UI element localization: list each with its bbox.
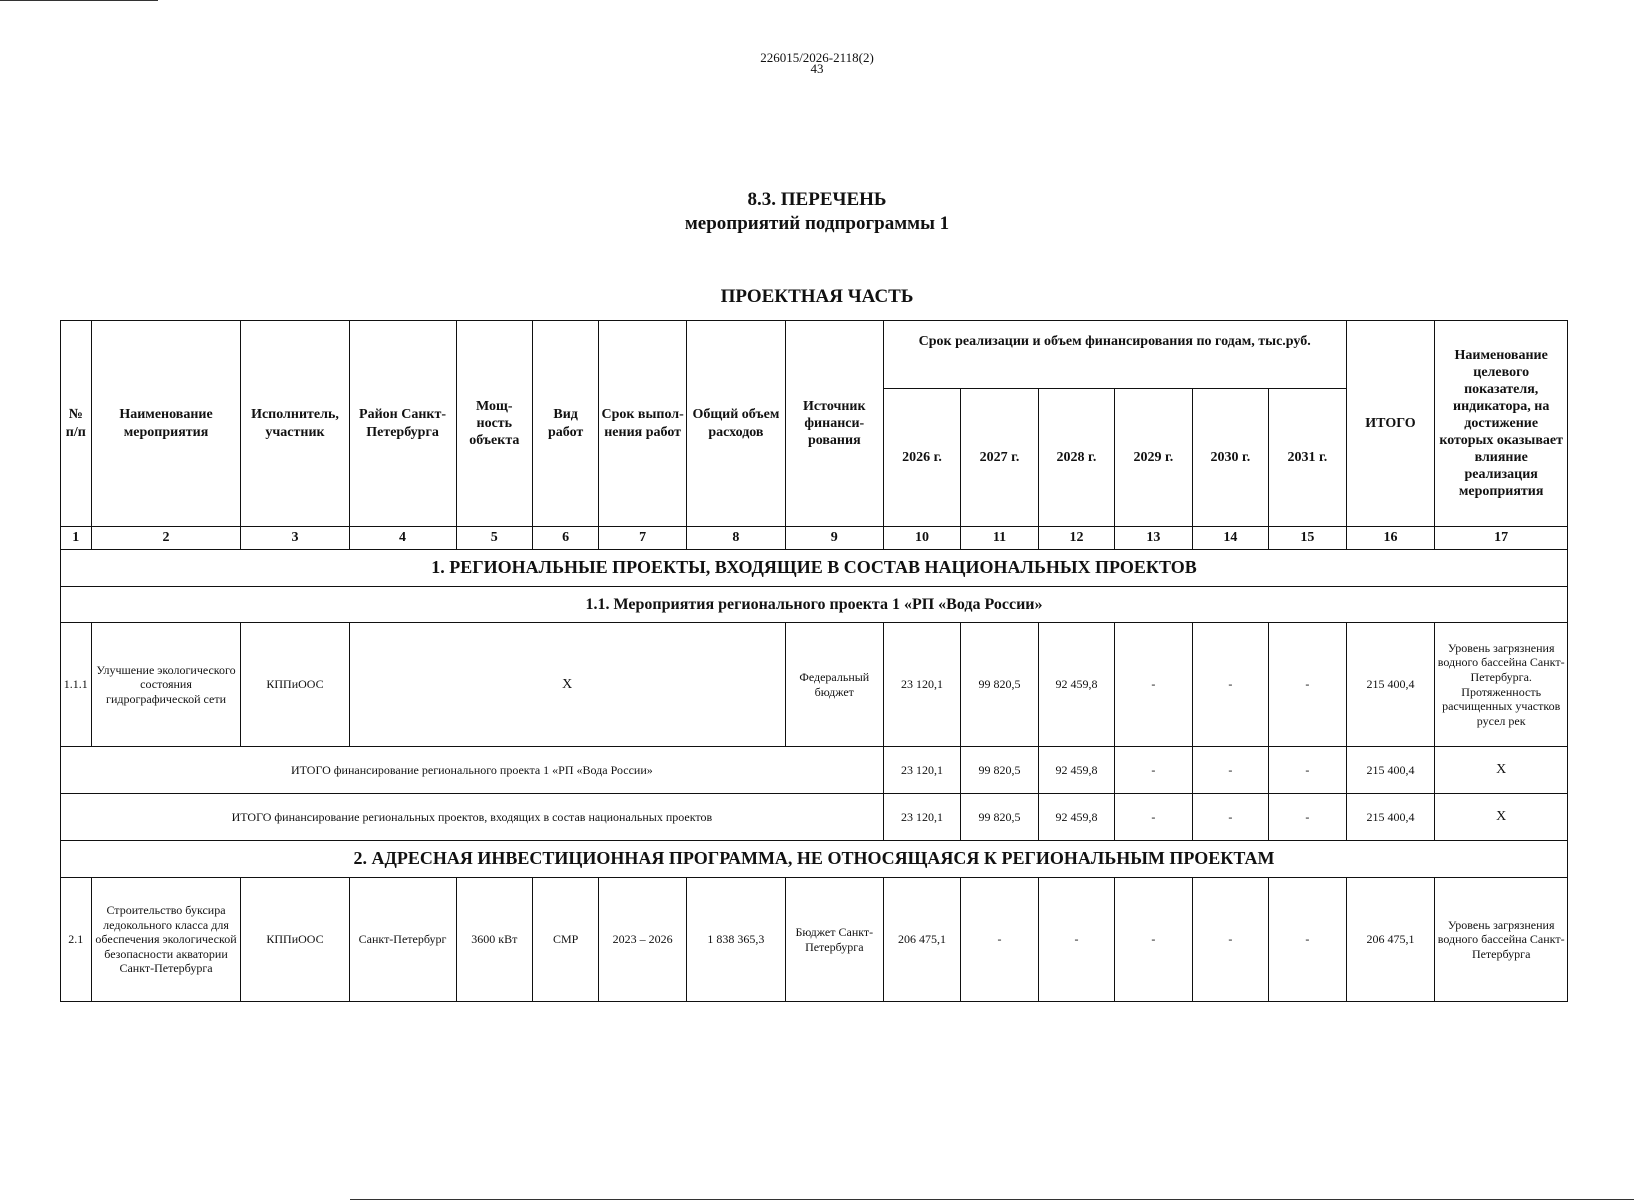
column-number: 12 [1038,527,1114,550]
total-national-2029: - [1115,794,1192,841]
title-line-2: мероприятий подпрограммы 1 [684,213,950,234]
row-indicator: Уровень загрязнения водного бассейна Санкт-Петербурга. Протяженность расчищенных участков русел рек [1435,623,1568,747]
total-project-indicator: Х [1435,747,1568,794]
column-number: 15 [1269,527,1347,550]
row-year-2028: 92 459,8 [1038,623,1114,747]
row-year-2026: 206 475,1 [883,878,960,1002]
header-year-2029: 2029 г. [1115,389,1192,527]
total-row-project [61,747,1568,794]
section-caption: ПРОЕКТНАЯ ЧАСТЬ [720,286,914,307]
total-national-indicator: Х [1435,794,1568,841]
header-num: № п/п [61,321,92,527]
column-number: 10 [883,527,960,550]
header-term: Срок выпол-нения работ [599,321,687,527]
row-executor: КППиООС [241,878,349,1002]
section-1-title: 1. РЕГИОНАЛЬНЫЕ ПРОЕКТЫ, ВХОДЯЩИЕ В СОСТАВ НАЦИОНАЛЬНЫХ ПРОЕКТОВ [61,550,1568,587]
header-year-2027: 2027 г. [961,389,1038,527]
document-number: 226015/2026-2118(2) [760,50,874,65]
row-year-2027: - [961,878,1038,1002]
subsection-1-1-title: 1.1. Мероприятия регионального проекта 1 «РП «Вода России» [61,587,1568,623]
row-itogo: 206 475,1 [1346,878,1435,1002]
column-number: 2 [91,527,241,550]
section-2-title: 2. АДРЕСНАЯ ИНВЕСТИЦИОННАЯ ПРОГРАММА, НЕ ОТНОСЯЩАЯСЯ К РЕГИОНАЛЬНЫМ ПРОЕКТАМ [61,841,1568,878]
column-number: 5 [456,527,532,550]
column-number: 1 [61,527,92,550]
column-number: 7 [599,527,687,550]
header-years-group: Срок реализации и объем финансирования по годам, тыс.руб. [883,321,1346,389]
header-source: Источник финанси-рования [785,321,883,527]
measures-table [60,320,1568,1002]
header-year-2028: 2028 г. [1038,389,1114,527]
header-indicator: Наименование целевого показателя, индикатора, на достижение которых оказывает влияние реализация мероприятия [1435,321,1568,527]
row-source: Бюджет Санкт-Петербурга [785,878,883,1002]
row-executor: КППиООС [241,623,349,747]
header-work-type: Вид работ [533,321,599,527]
document-title [0,188,1634,236]
header-district: Район Санкт-Петербурга [349,321,456,527]
column-number: 8 [686,527,785,550]
corner-rule [0,0,158,1]
header-itogo: ИТОГО [1346,321,1435,527]
total-national-2031: - [1269,794,1347,841]
row-year-2029: - [1115,623,1192,747]
row-total-cost: 1 838 365,3 [686,878,785,1002]
page-number: 43 [810,61,824,76]
column-number: 16 [1346,527,1435,550]
header-year-2026: 2026 г. [883,389,960,527]
row-district: Санкт-Петербург [349,878,456,1002]
row-year-2031: - [1269,878,1347,1002]
total-project-2030: - [1192,747,1268,794]
row-indicator: Уровень загрязнения водного бассейна Санкт-Петербурга [1435,878,1568,1002]
table-row [61,878,1568,1002]
row-num: 1.1.1 [61,623,92,747]
header-name: Наименование мероприятия [91,321,241,527]
column-number: 17 [1435,527,1568,550]
column-number: 9 [785,527,883,550]
header-year-2030: 2030 г. [1192,389,1268,527]
row-itogo: 215 400,4 [1346,623,1435,747]
column-number: 4 [349,527,456,550]
row-year-2029: - [1115,878,1192,1002]
total-national-itogo: 215 400,4 [1346,794,1435,841]
row-year-2026: 23 120,1 [883,623,960,747]
table-row [61,623,1568,747]
total-project-label: ИТОГО финансирование регионального проекта 1 «РП «Вода России» [61,747,884,794]
row-year-2028: - [1038,878,1114,1002]
row-year-2027: 99 820,5 [961,623,1038,747]
total-national-2028: 92 459,8 [1038,794,1114,841]
row-merged-cell: Х [349,623,785,747]
row-term: 2023 – 2026 [599,878,687,1002]
total-row-national [61,794,1568,841]
total-national-label: ИТОГО финансирование региональных проектов, входящих в состав национальных проектов [61,794,884,841]
row-name: Улучшение экологического состояния гидрографической сети [91,623,241,747]
row-source: Федеральный бюджет [785,623,883,747]
header-total-cost: Общий объем расходов [686,321,785,527]
total-national-2027: 99 820,5 [961,794,1038,841]
total-project-2029: - [1115,747,1192,794]
header-year-2031: 2031 г. [1269,389,1347,527]
column-number: 14 [1192,527,1268,550]
row-year-2031: - [1269,623,1347,747]
total-project-2028: 92 459,8 [1038,747,1114,794]
header-capacity: Мощ-ность объекта [456,321,532,527]
row-year-2030: - [1192,878,1268,1002]
title-line-1: 8.3. ПЕРЕЧЕНЬ [747,189,887,210]
column-number: 3 [241,527,349,550]
total-national-2030: - [1192,794,1268,841]
column-number: 13 [1115,527,1192,550]
column-number-row [61,527,1568,550]
total-project-2031: - [1269,747,1347,794]
total-project-itogo: 215 400,4 [1346,747,1435,794]
row-year-2030: - [1192,623,1268,747]
total-project-2026: 23 120,1 [883,747,960,794]
column-number: 11 [961,527,1038,550]
row-name: Строительство буксира ледокольного класса для обеспечения экологической безопасности акватории Санкт-Петербурга [91,878,241,1002]
row-capacity: 3600 кВт [456,878,532,1002]
row-work-type: СМР [533,878,599,1002]
row-num: 2.1 [61,878,92,1002]
header-executor: Исполнитель, участник [241,321,349,527]
total-national-2026: 23 120,1 [883,794,960,841]
total-project-2027: 99 820,5 [961,747,1038,794]
column-number: 6 [533,527,599,550]
